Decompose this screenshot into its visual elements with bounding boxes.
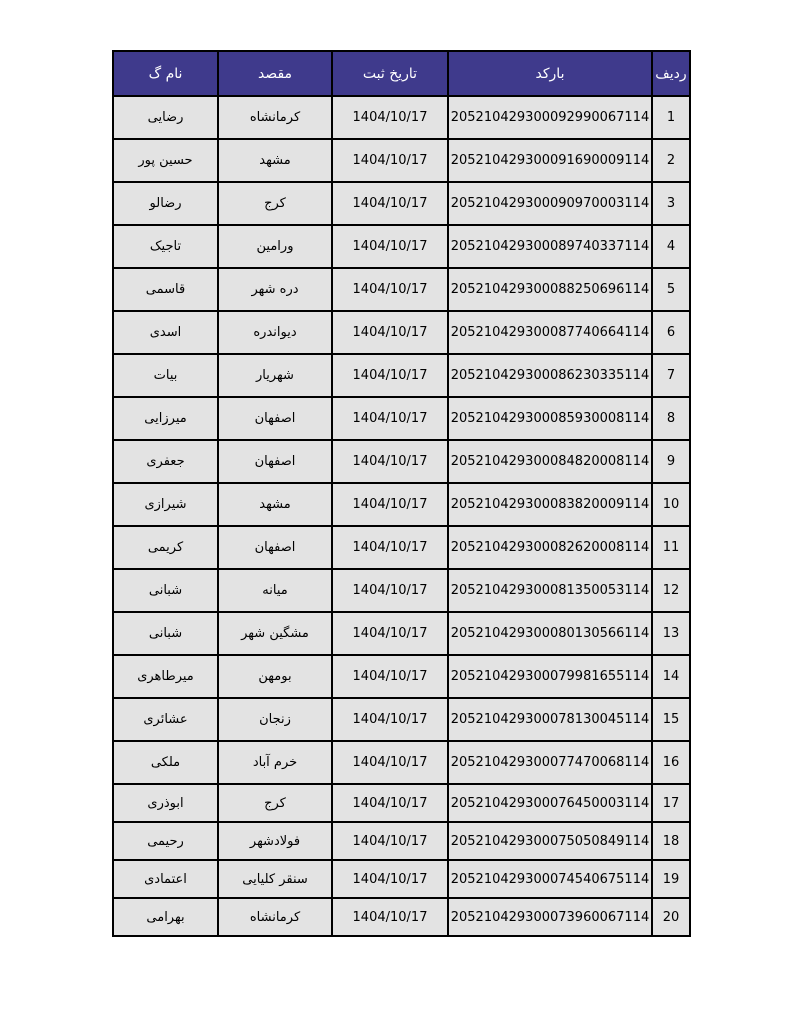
cell-date: 1404/10/17 xyxy=(332,311,448,354)
cell-name: شیرازی xyxy=(113,483,218,526)
cell-date: 1404/10/17 xyxy=(332,698,448,741)
table-row xyxy=(113,784,690,822)
cell-row-number: 12 xyxy=(652,569,690,612)
cell-destination: اصفهان xyxy=(218,397,332,440)
cell-name: تاجیک xyxy=(113,225,218,268)
cell-date: 1404/10/17 xyxy=(332,182,448,225)
cell-barcode: 205210429300075050849114 xyxy=(448,822,652,860)
cell-name: ملکی xyxy=(113,741,218,784)
cell-name: اسدی xyxy=(113,311,218,354)
cell-date: 1404/10/17 xyxy=(332,483,448,526)
cell-barcode: 205210429300078130045114 xyxy=(448,698,652,741)
cell-row-number: 11 xyxy=(652,526,690,569)
table-row xyxy=(113,612,690,655)
table-row xyxy=(113,860,690,898)
table-body xyxy=(113,96,690,936)
cell-barcode: 205210429300076450003114 xyxy=(448,784,652,822)
cell-date: 1404/10/17 xyxy=(332,139,448,182)
cell-destination: ورامین xyxy=(218,225,332,268)
cell-name: میرزایی xyxy=(113,397,218,440)
cell-name: شبانی xyxy=(113,569,218,612)
cell-date: 1404/10/17 xyxy=(332,822,448,860)
cell-barcode: 205210429300089740337114 xyxy=(448,225,652,268)
cell-barcode: 205210429300074540675114 xyxy=(448,860,652,898)
cell-date: 1404/10/17 xyxy=(332,569,448,612)
cell-barcode: 205210429300091690009114 xyxy=(448,139,652,182)
cell-destination: فولادشهر xyxy=(218,822,332,860)
cell-name: ابوذری xyxy=(113,784,218,822)
cell-row-number: 6 xyxy=(652,311,690,354)
cell-barcode: 205210429300088250696114 xyxy=(448,268,652,311)
cell-name: قاسمی xyxy=(113,268,218,311)
cell-barcode: 205210429300079981655114 xyxy=(448,655,652,698)
cell-barcode: 205210429300080130566114 xyxy=(448,612,652,655)
cell-destination: کرمانشاه xyxy=(218,898,332,936)
cell-destination: سنقر کلیایی xyxy=(218,860,332,898)
cell-barcode: 205210429300087740664114 xyxy=(448,311,652,354)
cell-date: 1404/10/17 xyxy=(332,440,448,483)
cell-row-number: 5 xyxy=(652,268,690,311)
cell-barcode: 205210429300090970003114 xyxy=(448,182,652,225)
table-row xyxy=(113,354,690,397)
cell-destination: مشگین شهر xyxy=(218,612,332,655)
cell-row-number: 4 xyxy=(652,225,690,268)
cell-barcode: 205210429300085930008114 xyxy=(448,397,652,440)
cell-name: میرطاهری xyxy=(113,655,218,698)
cell-row-number: 14 xyxy=(652,655,690,698)
table-row xyxy=(113,96,690,139)
cell-destination: زنجان xyxy=(218,698,332,741)
cell-name: کریمی xyxy=(113,526,218,569)
cell-destination: میانه xyxy=(218,569,332,612)
cell-row-number: 20 xyxy=(652,898,690,936)
cell-date: 1404/10/17 xyxy=(332,526,448,569)
cell-destination: بومهن xyxy=(218,655,332,698)
cell-date: 1404/10/17 xyxy=(332,96,448,139)
cell-name: جعفری xyxy=(113,440,218,483)
cell-destination: کرمانشاه xyxy=(218,96,332,139)
header-date: تاریخ ثبت xyxy=(332,51,448,96)
cell-barcode: 205210429300092990067114 xyxy=(448,96,652,139)
cell-date: 1404/10/17 xyxy=(332,898,448,936)
cell-name: شبانی xyxy=(113,612,218,655)
table-row xyxy=(113,698,690,741)
table-row xyxy=(113,483,690,526)
cell-date: 1404/10/17 xyxy=(332,860,448,898)
cell-name: بیات xyxy=(113,354,218,397)
cell-row-number: 15 xyxy=(652,698,690,741)
cell-destination: اصفهان xyxy=(218,526,332,569)
cell-barcode: 205210429300086230335114 xyxy=(448,354,652,397)
cell-date: 1404/10/17 xyxy=(332,225,448,268)
cell-row-number: 8 xyxy=(652,397,690,440)
cell-date: 1404/10/17 xyxy=(332,655,448,698)
cell-destination: شهریار xyxy=(218,354,332,397)
header-destination: مقصد xyxy=(218,51,332,96)
cell-name: رضالو xyxy=(113,182,218,225)
cell-barcode: 205210429300081350053114 xyxy=(448,569,652,612)
cell-barcode: 205210429300082620008114 xyxy=(448,526,652,569)
table-row xyxy=(113,741,690,784)
cell-name: رضایی xyxy=(113,96,218,139)
cell-row-number: 10 xyxy=(652,483,690,526)
cell-date: 1404/10/17 xyxy=(332,741,448,784)
cell-date: 1404/10/17 xyxy=(332,268,448,311)
cell-destination: اصفهان xyxy=(218,440,332,483)
table-row xyxy=(113,822,690,860)
header-barcode: بارکد xyxy=(448,51,652,96)
cell-destination: کرج xyxy=(218,784,332,822)
table-row xyxy=(113,898,690,936)
header-row-number: ردیف xyxy=(652,51,690,96)
cell-name: حسین پور xyxy=(113,139,218,182)
header-row xyxy=(113,51,690,96)
cell-row-number: 16 xyxy=(652,741,690,784)
cell-date: 1404/10/17 xyxy=(332,784,448,822)
cell-name: اعتمادی xyxy=(113,860,218,898)
cell-date: 1404/10/17 xyxy=(332,397,448,440)
cell-barcode: 205210429300083820009114 xyxy=(448,483,652,526)
cell-destination: مشهد xyxy=(218,139,332,182)
cell-date: 1404/10/17 xyxy=(332,612,448,655)
cell-row-number: 13 xyxy=(652,612,690,655)
cell-row-number: 17 xyxy=(652,784,690,822)
table-row xyxy=(113,526,690,569)
shipments-table xyxy=(112,50,691,937)
table-row xyxy=(113,268,690,311)
table-row xyxy=(113,569,690,612)
cell-row-number: 1 xyxy=(652,96,690,139)
table-row xyxy=(113,139,690,182)
cell-destination: خرم آباد xyxy=(218,741,332,784)
cell-row-number: 2 xyxy=(652,139,690,182)
cell-row-number: 9 xyxy=(652,440,690,483)
table-row xyxy=(113,397,690,440)
cell-row-number: 19 xyxy=(652,860,690,898)
cell-name: بهرامی xyxy=(113,898,218,936)
cell-row-number: 7 xyxy=(652,354,690,397)
table-row xyxy=(113,311,690,354)
cell-name: رحیمی xyxy=(113,822,218,860)
cell-date: 1404/10/17 xyxy=(332,354,448,397)
cell-destination: دره شهر xyxy=(218,268,332,311)
cell-destination: دیواندره xyxy=(218,311,332,354)
table-row xyxy=(113,182,690,225)
header-name: نام گ xyxy=(113,51,218,96)
cell-barcode: 205210429300073960067114 xyxy=(448,898,652,936)
cell-barcode: 205210429300077470068114 xyxy=(448,741,652,784)
cell-barcode: 205210429300084820008114 xyxy=(448,440,652,483)
cell-row-number: 18 xyxy=(652,822,690,860)
table-row xyxy=(113,225,690,268)
cell-destination: کرج xyxy=(218,182,332,225)
cell-row-number: 3 xyxy=(652,182,690,225)
table-row xyxy=(113,655,690,698)
cell-name: عشائری xyxy=(113,698,218,741)
table-row xyxy=(113,440,690,483)
cell-destination: مشهد xyxy=(218,483,332,526)
